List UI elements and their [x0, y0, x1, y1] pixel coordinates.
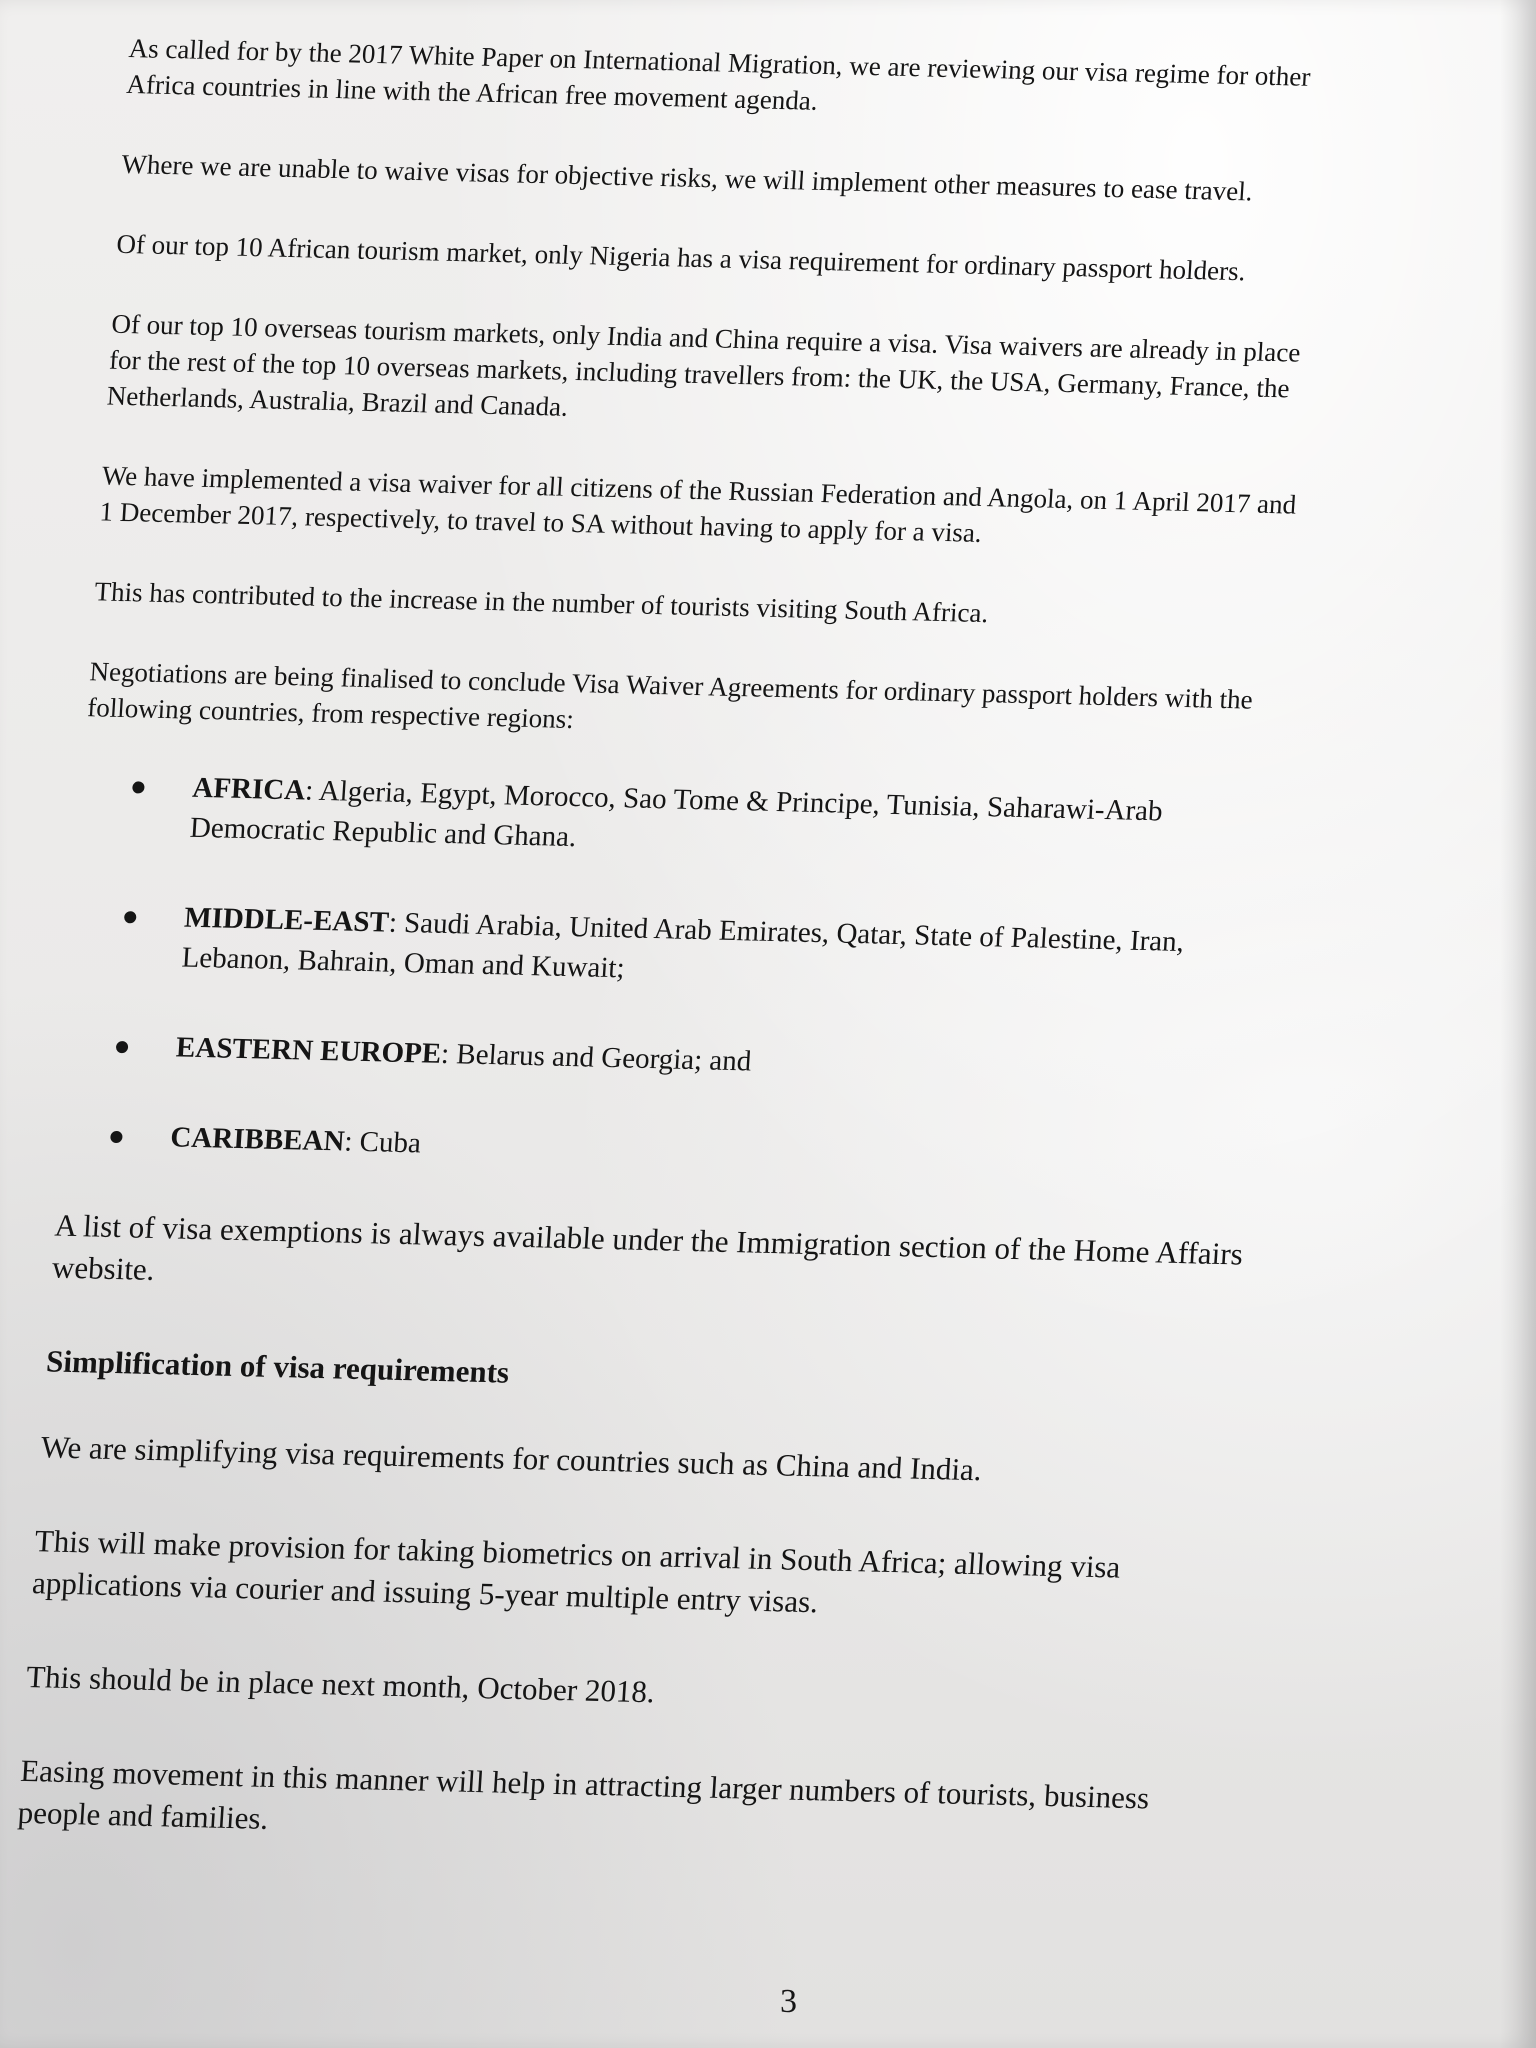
paragraph-waive-visas: Where we are unable to waive visas for objective risks, we will implement other measures to ease travel.: [120, 148, 1254, 207]
paragraph-white-paper: As called for by the 2017 White Paper on International Migration, we are reviewing our visa regime for other Africa countries in line with the African free movement agenda.: [125, 32, 1312, 116]
list-item-region-middle-east: [121, 896, 1286, 1004]
bullet-icon: [132, 781, 145, 793]
region-countries: : Saudi Arabia, United Arab Emirates, Qatar, State of Palestine, Iran, Lebanon, Bahrain, Oman and Kuwait;: [180, 906, 1185, 985]
list-item-region-eastern-europe: [115, 1026, 1277, 1094]
paragraph-easing-movement: Easing movement in this manner will help in attracting larger numbers of tourists, business people and families.: [16, 1752, 1151, 1836]
paragraph-negotiations: Negotiations are being finalised to conclude Visa Waiver Agreements for ordinary passport holders with the following countries, from respective regions:: [86, 656, 1254, 735]
list-item-region-caribbean: [109, 1116, 1271, 1184]
page-content: [13, 30, 1339, 1915]
list-item-region-africa: [129, 766, 1294, 874]
paragraph-overseas-market: Of our top 10 overseas tourism markets, only India and China require a visa. Visa waivers are already in place for the rest of the top 10 overseas markets, including travellers from: the UK, the USA, Germany, France, the Netherlands, Australia, Brazil and Canada.: [106, 308, 1302, 422]
section-heading: Simplification of visa requirements: [45, 1343, 511, 1390]
bullet-icon: [110, 1131, 123, 1143]
region-name: CARIBBEAN: [169, 1121, 346, 1158]
region-countries: : Cuba: [343, 1125, 422, 1160]
paragraph-russia-angola: We have implemented a visa waiver for all citizens of the Russian Federation and Angola, on 1 April 2017 and 1 December 2017, respectively, to travel to SA without having to apply for a visa.: [98, 460, 1298, 548]
region-list: [59, 765, 1293, 1184]
region-countries: : Algeria, Egypt, Morocco, Sao Tome & Principe, Tunisia, Saharawi-Arab Democratic Republic and Ghana.: [188, 774, 1164, 854]
paragraph-tourist-increase: This has contributed to the increase in the number of tourists visiting South Africa.: [93, 576, 990, 629]
paragraph-simplifying: We are simplifying visa requirements for countries such as China and India.: [39, 1429, 983, 1488]
region-name: AFRICA: [191, 771, 307, 807]
region-name: MIDDLE-EAST: [183, 901, 390, 939]
page-number: 3: [780, 1983, 797, 2020]
bullet-icon: [124, 911, 137, 923]
paragraph-exemptions-note: A list of visa exemptions is always available under the Immigration section of the Home Affairs website.: [51, 1207, 1244, 1287]
paragraph-african-market: Of our top 10 African tourism market, only Nigeria has a visa requirement for ordinary passport holders.: [115, 228, 1247, 287]
region-name: EASTERN EUROPE: [175, 1031, 443, 1070]
paragraph-biometrics: This will make provision for taking biometrics on arrival in South Africa; allowing visa applications via courier and issuing 5-year multiple entry visas.: [31, 1523, 1122, 1620]
region-countries: : Belarus and Georgia; and: [440, 1037, 753, 1078]
paragraph-october: This should be in place next month, October 2018.: [25, 1658, 656, 1710]
bullet-icon: [116, 1041, 129, 1053]
page-edge-shadow: [1500, 0, 1536, 2048]
